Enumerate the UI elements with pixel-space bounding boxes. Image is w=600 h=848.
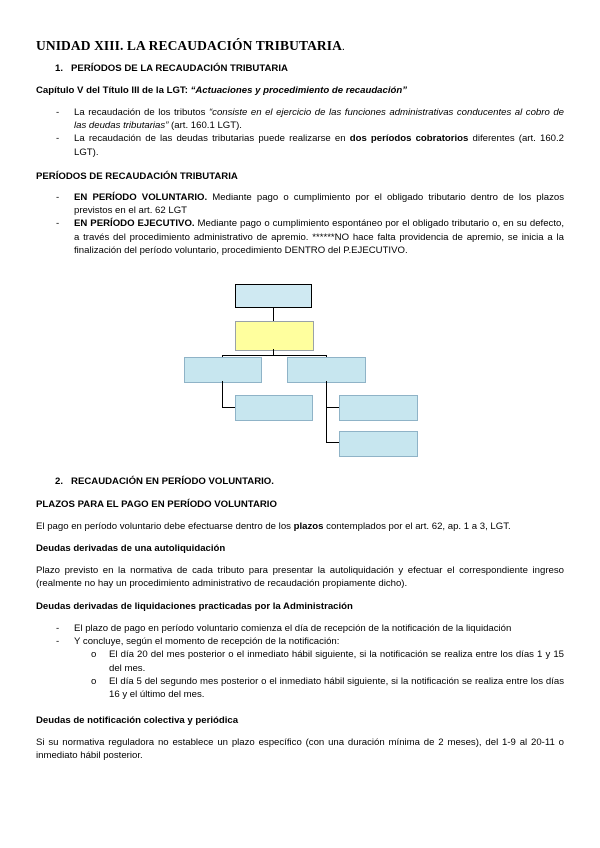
diagram-box-right-child-1 [339, 395, 418, 421]
list-item: - La recaudación de las deudas tributarias puede realizarse en dos períodos cobratorios diferentes (art. 160.2 LGT). [36, 132, 564, 158]
colectiva-heading: Deudas de notificación colectiva y periódica [36, 715, 239, 726]
list-item: - La recaudación de los tributos “consiste en el ejercicio de las funciones administrativas conducentes al cobro de las deudas tributarias” (art. 160.1 LGT). [36, 106, 564, 132]
periods-list [36, 191, 564, 257]
autoliquidacion-heading: Deudas derivadas de una autoliquidación [36, 543, 226, 554]
list-subitem: o El día 5 del segundo mes posterior o el inmediato hábil siguiente, si la notificación se realiza entre los días 16 y el último del mes. [36, 675, 564, 701]
list-item: - EN PERÍODO VOLUNTARIO. Mediante pago o cumplimiento por el obligado tributario dentro de los plazos previstos en el art. 62 LGT [36, 191, 564, 217]
chapter-line: Capítulo V del Título III de la LGT: “Actuaciones y procedimiento de recaudación” [36, 85, 408, 96]
diagram-connector [273, 349, 274, 355]
diagram-box-left [184, 357, 262, 383]
liquidaciones-list [36, 622, 564, 701]
autoliquidacion-text: Plazo previsto en la normativa de cada tributo para presentar la autoliquidación y efectuar el correspondiente ingreso (realmente no hay un procedimiento administrativo de recaudación propiamente dicho). [36, 565, 564, 590]
plazos-text: El pago en período voluntario debe efectuarse dentro de los plazos contemplados por el art. 62, ap. 1 a 3, LGT. [36, 521, 511, 532]
diagram-box-level-1 [235, 321, 314, 351]
intro-list [36, 106, 564, 159]
list-item: - El plazo de pago en período voluntario comienza el día de recepción de la notificación de la liquidación [36, 622, 564, 635]
diagram-box-right [287, 357, 366, 383]
periods-heading: PERÍODOS DE RECAUDACIÓN TRIBUTARIA [36, 171, 238, 182]
diagram-box-left-child [235, 395, 313, 421]
document-title: UNIDAD XIII. LA RECAUDACIÓN TRIBUTARIA. [36, 38, 345, 53]
diagram-connector [222, 407, 235, 408]
section-2-heading: 2. RECAUDACIÓN EN PERÍODO VOLUNTARIO. [55, 476, 274, 487]
colectiva-text: Si su normativa reguladora no establece un plazo específico (con una duración mínima de 2 meses), del 1-9 al 20-11 o inmediato hábil posterior. [36, 737, 564, 762]
diagram-box-root [235, 284, 312, 308]
diagram-connector [326, 442, 339, 443]
diagram-connector [222, 355, 327, 356]
plazos-heading: PLAZOS PARA EL PAGO EN PERÍODO VOLUNTARIO [36, 499, 277, 510]
diagram-box-right-child-2 [339, 431, 418, 457]
list-item: - Y concluye, según el momento de recepción de la notificación: [36, 635, 564, 648]
diagram-connector [326, 355, 327, 357]
diagram-connector [222, 355, 223, 357]
diagram-connector [326, 407, 339, 408]
diagram-connector [222, 381, 223, 407]
list-subitem: o El día 20 del mes posterior o el inmediato hábil siguiente, si la notificación se realiza entre los días 1 y 15 del mes. [36, 648, 564, 674]
liquidaciones-heading: Deudas derivadas de liquidaciones practicadas por la Administración [36, 601, 353, 612]
diagram-connector [326, 381, 327, 443]
list-item: - EN PERÍODO EJECUTIVO. Mediante pago o cumplimiento espontáneo por el obligado tributario o, en su defecto, a través del procedimiento administrativo de apremio. ******NO hace falta providencia de apremio, se inicia a la finalización del período voluntario, procedimiento DENTRO del P.EJECUTIVO. [36, 217, 564, 257]
diagram-connector [273, 307, 274, 321]
section-1-heading: 1. PERÍODOS DE LA RECAUDACIÓN TRIBUTARIA [55, 63, 288, 74]
